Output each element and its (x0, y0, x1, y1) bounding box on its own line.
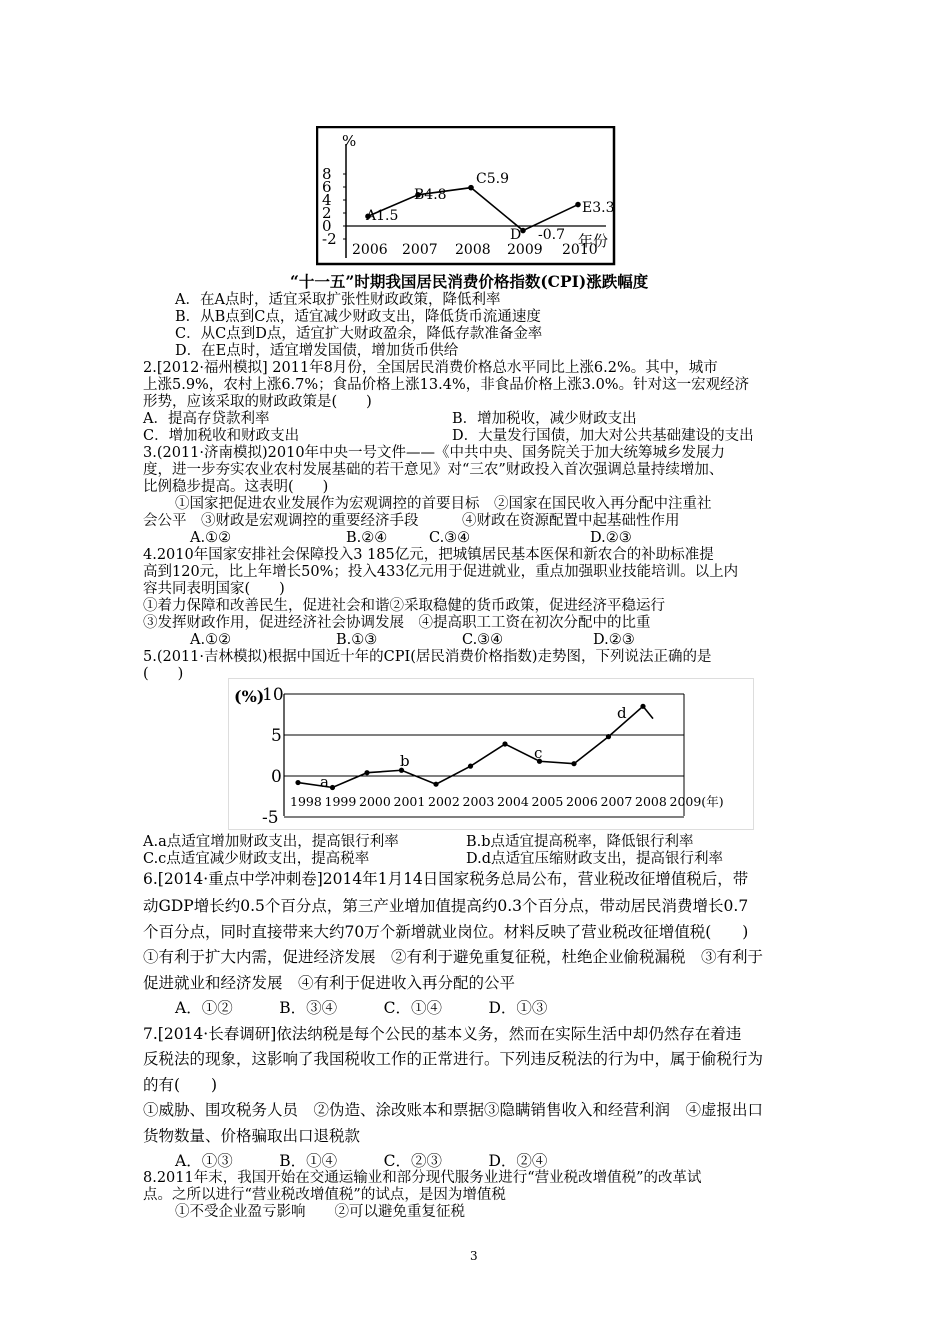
q1-option-c: C．从C点到D点，适宜扩大财政盈余，降低存款准备金率 (175, 326, 543, 342)
chart1-label-d: D (510, 227, 522, 243)
chart1-ytick: 2 (322, 204, 332, 222)
q4-option-d: D.②③ (593, 632, 635, 648)
chart1-xtick: 2007 (402, 242, 438, 258)
q6-statement-2: 促进就业和经济发展 ④有利于促进收入再分配的公平 (143, 974, 516, 992)
q4-line-1: 4.2010年国家安排社会保障投入3 185亿元，把城镇居民基本医保和新农合的补助标准提 (143, 547, 714, 563)
q5-line-2: ( ) (143, 666, 184, 682)
q1-option-a: A．在A点时，适宜采取扩张性财政政策，降低利率 (175, 292, 501, 308)
chart1-xtick: 2010 (562, 242, 598, 258)
q2-option-d: D．大量发行国债，加大对公共基础建设的支出 (452, 428, 754, 444)
chart2-ytick: 10 (262, 685, 284, 705)
chart2-xtick: 2001 (393, 794, 426, 809)
q8-statement: ①不受企业盈亏影响 ②可以避免重复征税 (175, 1204, 465, 1220)
chart2-point (433, 782, 438, 787)
chart1-label-d-value: -0.7 (538, 227, 565, 243)
q8-line-2: 点。之所以进行“营业税改增值税”的试点，是因为增值税 (143, 1187, 506, 1203)
q7-line-1: 7.[2014·长春调研]依法纳税是每个公民的基本义务，然而在实际生活中却仍然存在着违 (143, 1025, 742, 1043)
chart1-ytick: 6 (322, 178, 332, 196)
chart2-xtick: 2002 (428, 794, 460, 809)
q2-option-b: B．增加税收，减少财政支出 (452, 411, 637, 427)
chart2-annotation-b: b (400, 752, 410, 770)
chart1-caption: “十一五”时期我国居民消费价格指数(CPI)涨跌幅度 (290, 272, 649, 291)
chart2-annotation-d: d (617, 704, 627, 722)
chart2-xtick: 2009(年) (669, 794, 724, 809)
chart1-ylabel: % (342, 132, 357, 150)
chart2-xtick: 1999 (324, 794, 357, 809)
chart2-point (295, 780, 300, 785)
q1-option-b: B．从B点到C点，适宜减少财政支出，降低货币流通速度 (175, 309, 541, 325)
q3-option-a: A.①② (190, 530, 232, 546)
chart1-label-c: C5.9 (476, 171, 509, 187)
q6-line-1: 6.[2014·重点中学冲刺卷]2014年1月14日国家税务总局公布，营业税改征增值税后，带 (143, 870, 749, 888)
chart2-point (468, 764, 473, 769)
chart2-point (640, 704, 645, 709)
chart1-ytick: -2 (322, 230, 337, 248)
q7-statement-1: ①威胁、围攻税务人员 ②伪造、涂改账本和票据③隐瞒销售收入和经营利润 ④虚报出口 (143, 1101, 764, 1119)
chart1-label-b: B4.8 (414, 187, 447, 203)
q3-line-3: 比例稳步提高。这表明( ) (143, 479, 329, 495)
chart2-point (502, 741, 507, 746)
chart2-point (571, 761, 576, 766)
q3-statement-1: ①国家把促进农业发展作为宏观调控的首要目标 ②国家在国民收入再分配中注重社 (175, 496, 712, 512)
chart2-xtick: 2006 (566, 794, 598, 809)
q3-option-c: C.③④ (429, 530, 471, 546)
chart2-xtick: 2005 (531, 794, 564, 809)
q2-option-c: C．增加税收和财政支出 (143, 428, 300, 444)
chart2-xtick: 1998 (290, 794, 322, 809)
q5-option-c: C.c点适宜减少财政支出，提高税率 (143, 851, 370, 867)
q4-option-a: A.①② (190, 632, 232, 648)
chart1-xtick: 2006 (352, 242, 388, 258)
chart1-ytick: 0 (322, 217, 332, 235)
chart1-point (468, 185, 474, 191)
q6-statement-1: ①有利于扩大内需，促进经济发展 ②有利于避免重复征税，杜绝企业偷税漏税 ③有利于 (143, 948, 764, 966)
q4-line-3: 容共同表明国家( ) (143, 581, 285, 597)
page-number: 3 (470, 1249, 478, 1263)
q1-option-d: D．在E点时，适宜增发国债，增加货币供给 (175, 343, 459, 359)
chart1-ytick: 8 (322, 165, 332, 183)
chart2-ytick: 5 (271, 726, 282, 746)
chart1-label-e: E3.3 (582, 200, 615, 216)
q3-statement-2: 会公平 ③财政是宏观调控的重要经济手段 ④财政在资源配置中起基础性作用 (143, 513, 680, 529)
q4-line-2: 高到120元，比上年增长50%；投入433亿元用于促进就业，重点加强职业技能培训。以上内 (143, 564, 739, 580)
q2-option-a: A．提高存贷款利率 (143, 411, 270, 427)
q6-line-3: 个百分点，同时直接带来大约70万个新增就业岗位。材料反映了营业税改征增值税( ) (143, 923, 749, 941)
q3-option-b: B.②④ (346, 530, 388, 546)
chart2-point (606, 734, 611, 739)
chart2-xtick: 2007 (600, 794, 633, 809)
chart2-xtick: 2003 (462, 794, 495, 809)
chart2-ytick: 0 (271, 767, 282, 787)
q7-line-3: 的有( ) (143, 1076, 218, 1094)
q2-line-2: 上涨5.9%，农村上涨6.7%；食品价格上涨13.4%，非食品价格上涨3.0%。针对这一宏观经济 (143, 377, 750, 393)
q8-line-1: 8.2011年末，我国开始在交通运输业和部分现代服务业进行“营业税改增值税”的改革试 (143, 1170, 702, 1186)
chart2-annotation-c: c (534, 744, 543, 762)
q5-option-b: B.b点适宜提高税率，降低银行利率 (466, 834, 694, 850)
q7-options: A．①③ B．①④ C．②③ D．②④ (175, 1152, 548, 1170)
chart1-xtick: 2008 (455, 242, 491, 258)
q3-line-2: 度，进一步夯实农业农村发展基础的若干意见》对“三农”财政投入首次强调总量持续增加、 (143, 462, 724, 478)
chart2-ylabel: (%) (234, 687, 265, 706)
chart2-point (330, 785, 335, 790)
q3-line-1: 3.(2011·济南模拟)2010年中央一号文件——《中共中央、国务院关于加大统筹城乡发展力 (143, 445, 726, 461)
chart1-x-unit: 年份 (578, 232, 609, 250)
q4-option-b: B.①③ (336, 632, 378, 648)
q6-options: A．①② B．③④ C．①④ D．①③ (175, 999, 548, 1017)
chart2-xtick: 2000 (359, 794, 391, 809)
q5-line-1: 5.(2011·吉林模拟)根据中国近十年的CPI(居民消费价格指数)走势图，下列说法正确的是 (143, 649, 712, 665)
chart2-xtick: 2004 (497, 794, 529, 809)
chart2-xtick: 2008 (635, 794, 667, 809)
chart1-xtick: 2009 (507, 242, 543, 258)
chart1-ytick: 4 (322, 191, 332, 209)
chart2-annotation-a: a (320, 773, 329, 791)
q7-line-2: 反税法的现象，这影响了我国税收工作的正常进行。下列违反税法的行为中，属于偷税行为 (143, 1050, 764, 1068)
chart2-ytick: -5 (262, 808, 279, 828)
q3-option-d: D.②③ (590, 530, 632, 546)
q2-line-3: 形势，应该采取的财政政策是( ) (143, 394, 372, 410)
q2-line-1: 2.[2012·福州模拟] 2011年8月份，全国居民消费价格总水平同比上涨6.2%。其中，城市 (143, 360, 718, 376)
cpi-chart-1998-2009 (228, 678, 754, 830)
chart2-point (364, 770, 369, 775)
chart1-point (575, 202, 581, 208)
chart1-label-a: A1.5 (366, 208, 399, 224)
q4-statement-2: ③发挥财政作用，促进经济社会协调发展 ④提高职工工资在初次分配中的比重 (143, 615, 651, 631)
q4-option-c: C.③④ (462, 632, 504, 648)
q4-statement-1: ①着力保障和改善民生，促进社会和谐②采取稳健的货币政策，促进经济平稳运行 (143, 598, 665, 614)
q5-option-a: A.a点适宜增加财政支出，提高银行利率 (143, 834, 399, 850)
cpi-chart-2006-2010 (316, 126, 616, 266)
q5-option-d: D.d点适宜压缩财政支出，提高银行利率 (466, 851, 723, 867)
q6-line-2: 动GDP增长约0.5个百分点，第三产业增加值提高约0.3个百分点，带动居民消费增长0.7 (143, 897, 749, 915)
q7-statement-2: 货物数量、价格骗取出口退税款 (143, 1127, 361, 1145)
